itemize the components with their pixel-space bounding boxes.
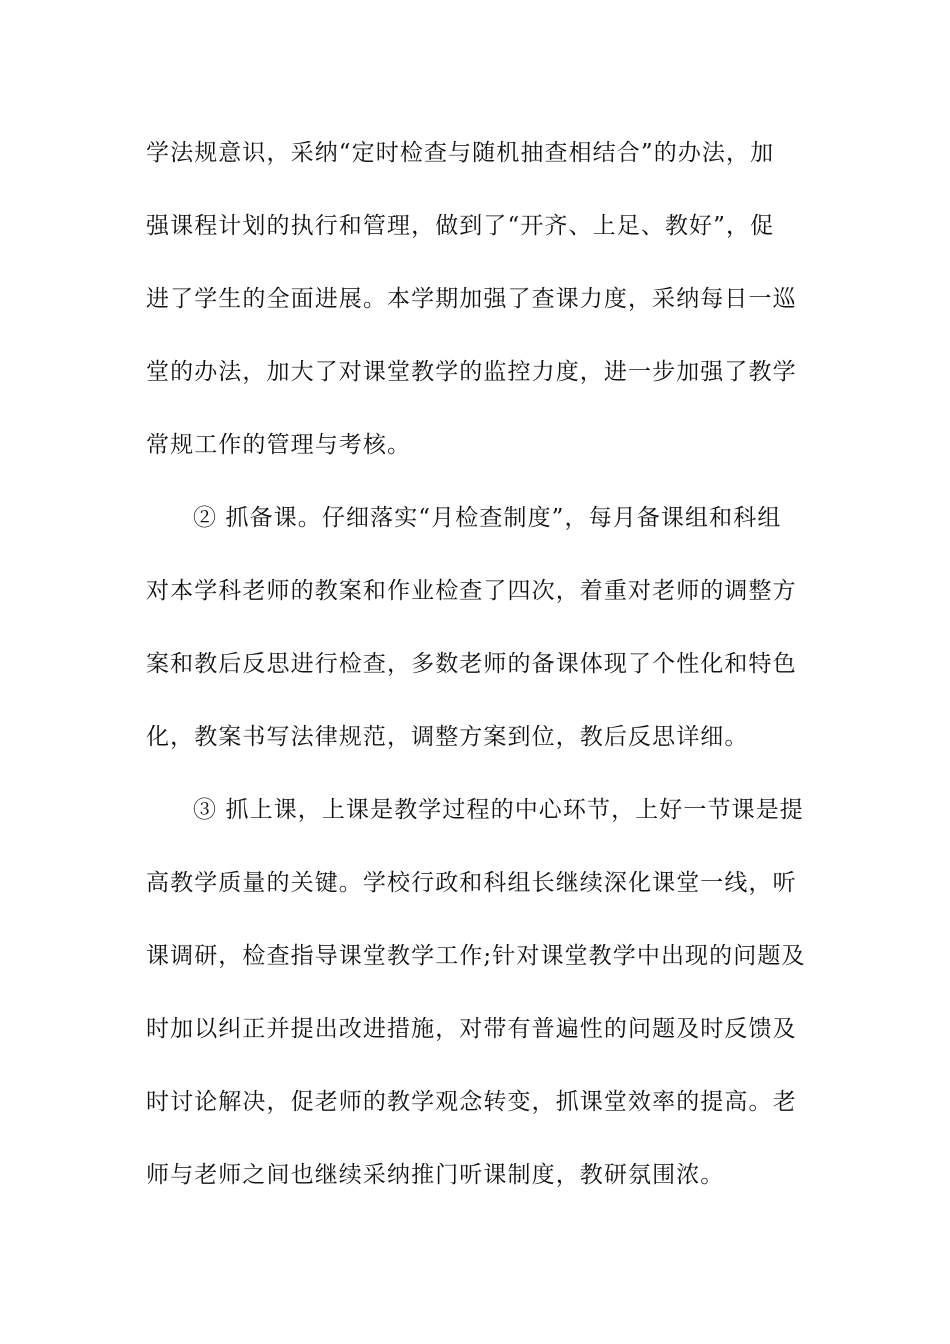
paragraph-start-line: ③ 抓上课，上课是教学过程的中心环节，上好一节课是提	[193, 797, 804, 823]
paragraph-start-line: ② 抓备课。仔细落实“月检查制度”，每月备课组和科组	[193, 505, 782, 531]
text-line: 常规工作的管理与考核。	[146, 432, 412, 458]
text-line: 进了学生的全面进展。本学期加强了查课力度，采纳每日一巡	[146, 286, 797, 312]
text-line: 堂的办法，加大了对课堂教学的监控力度，进一步加强了教学	[146, 359, 797, 385]
text-line: 师与老师之间也继续采纳推门听课制度，教研氛围浓。	[146, 1162, 725, 1188]
text-line: 学法规意识，采纳“定时检查与随机抽查相结合”的办法，加	[146, 140, 775, 166]
text-line: 时讨论解决，促老师的教学观念转变，抓课堂效率的提高。老	[146, 1089, 797, 1115]
text-line: 对本学科老师的教案和作业检查了四次，着重对老师的调整方	[146, 578, 797, 604]
text-line: 课调研，检查指导课堂教学工作;针对课堂教学中出现的问题及	[146, 943, 806, 969]
text-line: 案和教后反思进行检查，多数老师的备课体现了个性化和特色	[146, 651, 797, 677]
text-line: 化，教案书写法律规范，调整方案到位，教后反思详细。	[146, 724, 749, 750]
text-line: 时加以纠正并提出改进措施，对带有普遍性的问题及时反馈及	[146, 1016, 797, 1042]
text-line: 强课程计划的执行和管理，做到了“开齐、上足、教好”，促	[146, 213, 775, 239]
text-line: 高教学质量的关键。学校行政和科组长继续深化课堂一线，听	[146, 870, 797, 896]
